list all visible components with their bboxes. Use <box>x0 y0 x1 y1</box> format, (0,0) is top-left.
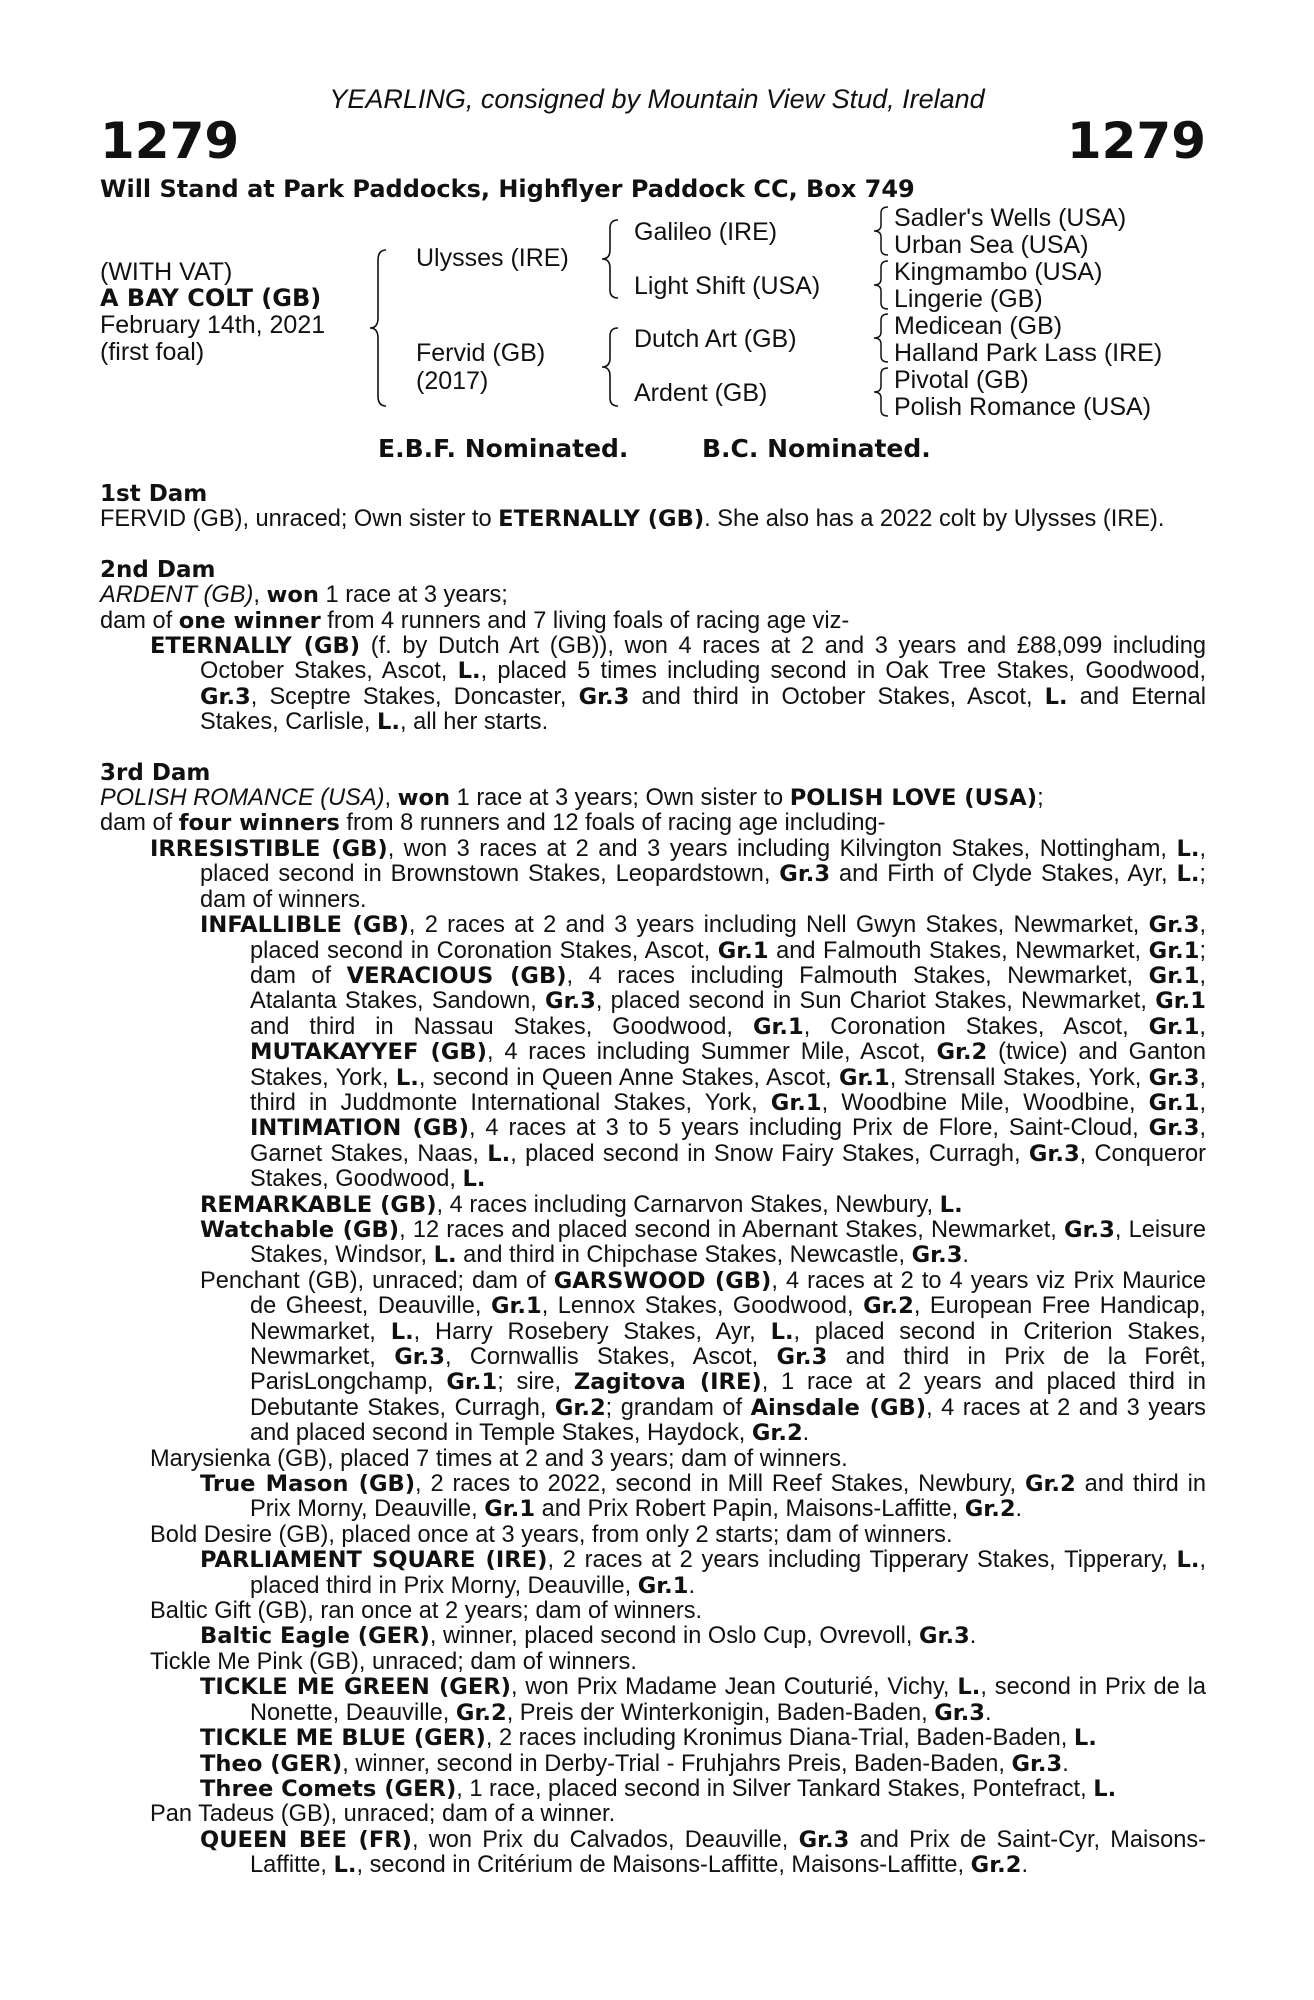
g-brace-3 <box>872 312 892 364</box>
second-dam-produce-summary: dam of one winner from 4 runners and 7 living foals of racing age viz- <box>100 607 850 634</box>
produce-watchable: Watchable (GB), 12 races and placed second in Abernant Stakes, Newmarket, Gr.3, Leisure Stakes, Windsor, L. and third in Chipchase Stakes, Newcastle, Gr.3. <box>200 1216 1206 1269</box>
vat-note: (WITH VAT) <box>100 258 233 286</box>
second-dam-heading: 2nd Dam <box>100 556 216 583</box>
produce-tickle-me-pink: Tickle Me Pink (GB), unraced; dam of winners. <box>150 1648 637 1675</box>
produce-tickle-me-blue: TICKLE ME BLUE (GER), 2 races including Kronimus Diana-Trial, Baden-Baden, L. <box>200 1725 1097 1752</box>
produce-baltic-eagle: Baltic Eagle (GER), winner, placed second in Oslo Cup, Ovrevoll, Gr.3. <box>200 1623 977 1650</box>
sire-line-brace <box>600 218 622 300</box>
ebf-nominated: E.B.F. Nominated. <box>378 434 629 463</box>
bc-nominated: B.C. Nominated. <box>702 434 931 463</box>
sire-name: Ulysses (IRE) <box>416 244 569 272</box>
g-brace-4 <box>872 366 892 418</box>
produce-tickle-me-green: TICKLE ME GREEN (GER), won Prix Madame Jean Couturié, Vichy, L., second in Prix de la Nonette, Deauville, Gr.2, Preis der Winterkonigin, Baden-Baden, Gr.3. <box>200 1674 1206 1726</box>
g-brace-2 <box>872 259 892 311</box>
dam-name: Fervid (GB) <box>416 339 546 367</box>
stand-location: Will Stand at Park Paddocks, Highflyer Paddock CC, Box 749 <box>100 175 915 203</box>
third-dam-entry: POLISH ROMANCE (USA), won 1 race at 3 years; Own sister to POLISH LOVE (USA); <box>100 785 1044 812</box>
sire-sire: Galileo (IRE) <box>634 218 778 246</box>
grand-sire-4: Pivotal (GB) <box>894 366 1029 394</box>
produce-bold-desire: Bold Desire (GB), placed once at 3 years, from only 2 starts; dam of winners. <box>150 1521 953 1548</box>
grand-sire-1: Sadler's Wells (USA) <box>894 204 1127 232</box>
lot-number-left: 1279 <box>100 112 240 170</box>
produce-remarkable: REMARKABLE (GB), 4 races including Carnarvon Stakes, Newbury, L. <box>200 1191 963 1218</box>
dam-sire: Dutch Art (GB) <box>634 325 797 353</box>
grand-dam-4: Polish Romance (USA) <box>894 393 1152 421</box>
dam-year: (2017) <box>416 367 489 395</box>
horse-name: A BAY COLT (GB) <box>100 284 322 312</box>
lot-number-right: 1279 <box>1066 112 1206 170</box>
horse-note: (first foal) <box>100 338 205 366</box>
consignment-line: YEARLING, consigned by Mountain View Stud, Ireland <box>329 84 985 114</box>
grand-dam-2: Lingerie (GB) <box>894 285 1043 313</box>
produce-three-comets: Three Comets (GER), 1 race, placed second in Silver Tankard Stakes, Pontefract, L. <box>200 1775 1117 1802</box>
sire-dam: Light Shift (USA) <box>634 272 821 300</box>
g-brace-1 <box>872 205 892 257</box>
grand-dam-3: Halland Park Lass (IRE) <box>894 339 1163 367</box>
sire-dam-brace <box>368 248 390 408</box>
produce-theo: Theo (GER), winner, second in Derby-Trial - Fruhjahrs Preis, Baden-Baden, Gr.3. <box>200 1750 1069 1777</box>
horse-dob: February 14th, 2021 <box>100 311 326 339</box>
produce-eternally: ETERNALLY (GB) (f. by Dutch Art (GB)), won 4 races at 2 and 3 years and £88,099 including October Stakes, Ascot, L., placed 5 times including second in Oak Tree Stakes, Goodwood, Gr.3, Sceptre Stakes, Doncaster, Gr.3 and third in October Stakes, Ascot, L. and Eternal Stakes, Carlisle, L., all her starts. <box>150 633 1206 736</box>
first-dam-entry: FERVID (GB), unraced; Own sister to ETERNALLY (GB). She also has a 2022 colt by Ulysses (IRE). <box>100 506 1165 533</box>
produce-infallible: INFALLIBLE (GB), 2 races at 2 and 3 years including Nell Gwyn Stakes, Newmarket, Gr.3, placed second in Coronation Stakes, Ascot, Gr.1 and Falmouth Stakes, Newmarket, Gr.1; dam of VERACIOUS (GB), 4 races including Falmouth Stakes, Newmarket, Gr.1, Atalanta Stakes, Sandown, Gr.3, placed second in Sun Chariot Stakes, Newmarket, Gr.1 and third in Nassau Stakes, Goodwood, Gr.1, Coronation Stakes, Ascot, Gr.1, MUTAKAYYEF (GB), 4 races including Summer Mile, Ascot, Gr.2 (twice) and Ganton Stakes, York, L., second in Queen Anne Stakes, Ascot, Gr.1, Strensall Stakes, York, Gr.3, third in Juddmonte International Stakes, York, Gr.1, Woodbine Mile, Woodbine, Gr.1, INTIMATION (GB), 4 races at 3 to 5 years including Prix de Flore, Saint-Cloud, Gr.3, Garnet Stakes, Naas, L., placed second in Snow Fairy Stakes, Curragh, Gr.3, Conqueror Stakes, Goodwood, L. <box>200 912 1206 1193</box>
dam-dam: Ardent (GB) <box>634 379 768 407</box>
third-dam-produce-summary: dam of four winners from 8 runners and 12 foals of racing age including- <box>100 810 886 837</box>
produce-irresistible: IRRESISTIBLE (GB), won 3 races at 2 and 3 years including Kilvington Stakes, Nottingham, L., placed second in Brownstown Stakes, Leopardstown, Gr.3 and Firth of Clyde Stakes, Ayr, L.; dam of winners. <box>150 835 1206 913</box>
second-dam-entry: ARDENT (GB), won 1 race at 3 years; <box>100 582 508 609</box>
third-dam-heading: 3rd Dam <box>100 759 211 786</box>
produce-marysienka: Marysienka (GB), placed 7 times at 2 and 3 years; dam of winners. <box>150 1445 848 1472</box>
grand-dam-1: Urban Sea (USA) <box>894 231 1089 259</box>
grand-sire-2: Kingmambo (USA) <box>894 258 1103 286</box>
produce-penchant: Penchant (GB), unraced; dam of GARSWOOD (GB), 4 races at 2 to 4 years viz Prix Maurice de Gheest, Deauville, Gr.1, Lennox Stakes, Goodwood, Gr.2, European Free Handicap, Newmarket, L., Harry Rosebery Stakes, Ayr, L., placed second in Criterion Stakes, Newmarket, Gr.3, Cornwallis Stakes, Ascot, Gr.3 and third in Prix de la Forêt, ParisLongchamp, Gr.1; sire, Zagitova (IRE), 1 race at 2 years and placed third in Debutante Stakes, Curragh, Gr.2; grandam of Ainsdale (GB), 4 races at 2 and 3 years and placed second in Temple Stakes, Haydock, Gr.2. <box>200 1267 1207 1447</box>
grand-sire-3: Medicean (GB) <box>894 312 1063 340</box>
catalogue-text <box>100 482 1206 1879</box>
first-dam-heading: 1st Dam <box>100 481 208 507</box>
produce-pan-tadeus: Pan Tadeus (GB), unraced; dam of a winner. <box>150 1801 616 1828</box>
produce-baltic-gift: Baltic Gift (GB), ran once at 2 years; dam of winners. <box>150 1598 703 1625</box>
dam-line-brace <box>600 326 622 408</box>
produce-parliament-square: PARLIAMENT SQUARE (IRE), 2 races at 2 years including Tipperary Stakes, Tipperary, L., placed third in Prix Morny, Deauville, Gr.1. <box>200 1547 1207 1599</box>
produce-true-mason: True Mason (GB), 2 races to 2022, second in Mill Reef Stakes, Newbury, Gr.2 and third in Prix Morny, Deauville, Gr.1 and Prix Robert Papin, Maisons-Laffitte, Gr.2. <box>200 1471 1206 1523</box>
produce-queen-bee: QUEEN BEE (FR), won Prix du Calvados, Deauville, Gr.3 and Prix de Saint-Cyr, Maisons-Laffitte, L., second in Critérium de Maisons-Laffitte, Maisons-Laffitte, Gr.2. <box>200 1826 1206 1879</box>
